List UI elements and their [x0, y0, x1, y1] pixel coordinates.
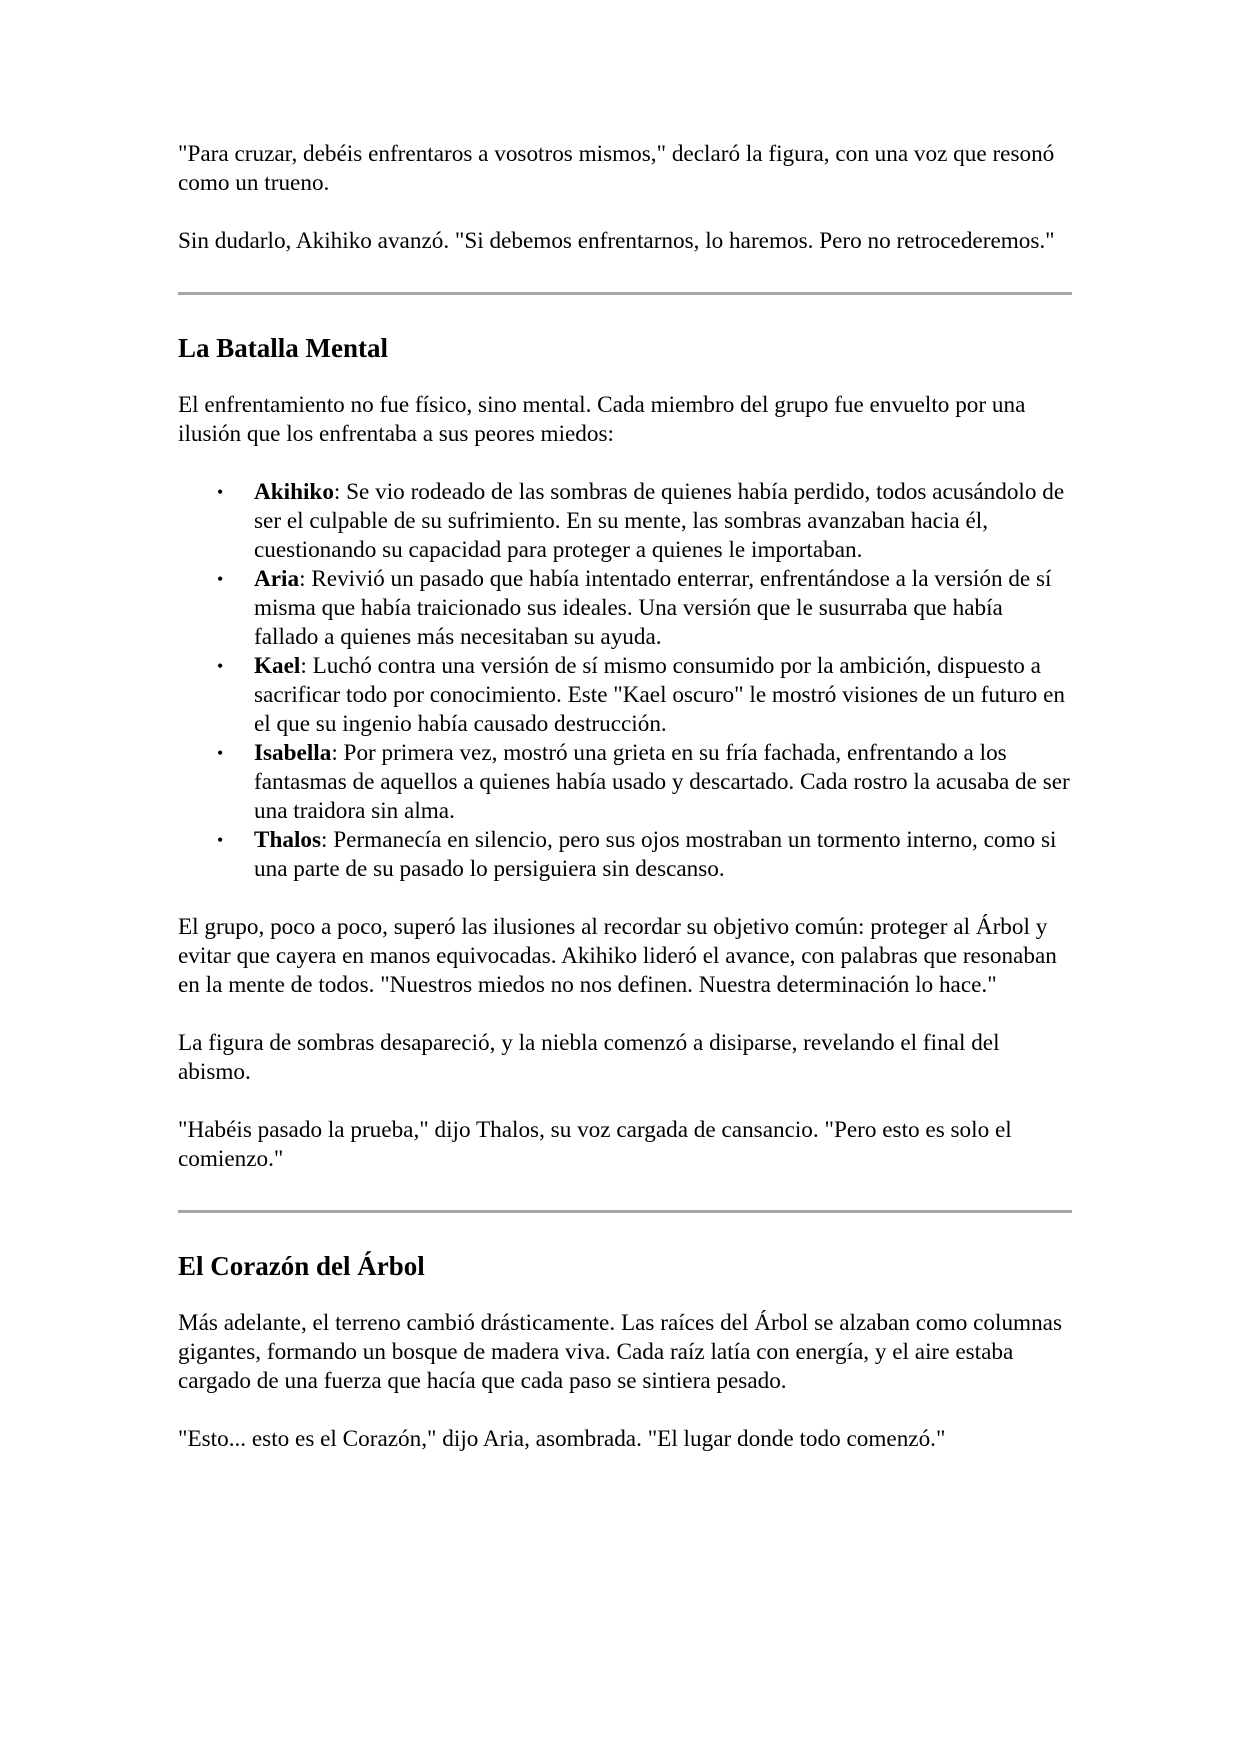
fears-list: [178, 478, 1072, 884]
paragraph: La figura de sombras desapareció, y la niebla comenzó a disiparse, revelando el final del abismo.: [178, 1030, 1000, 1085]
character-name: Aria: [254, 566, 300, 592]
bullet-icon: •: [217, 482, 224, 502]
character-name: Isabella: [254, 740, 332, 766]
list-item-text: : Luchó contra una versión de sí mismo consumido por la ambición, dispuesto a sacrificar todo por conocimiento. Este "Kael oscuro" le mostró visiones de un futuro en el que su ingenio había causado destrucción.: [254, 653, 1065, 737]
bullet-icon: •: [217, 656, 224, 676]
list-item-text: : Por primera vez, mostró una grieta en su fría fachada, enfrentando a los fantasmas de aquellos a quienes había usado y descartado. Cada rostro la acusaba de ser una traidora sin alma.: [254, 740, 1070, 824]
list-item: [217, 652, 1072, 739]
bullet-icon: •: [217, 743, 224, 763]
list-item: [217, 826, 1072, 884]
section-divider: [178, 292, 1072, 295]
paragraph: "Esto... esto es el Corazón," dijo Aria, asombrada. "El lugar donde todo comenzó.": [178, 1426, 946, 1452]
section-heading: La Batalla Mental: [178, 333, 388, 363]
paragraph: El enfrentamiento no fue físico, sino mental. Cada miembro del grupo fue envuelto por una ilusión que los enfrentaba a sus peores miedos:: [178, 392, 1026, 447]
list-item-text: : Permanecía en silencio, pero sus ojos mostraban un tormento interno, como si una parte de su pasado lo persiguiera sin descanso.: [254, 827, 1057, 882]
paragraph: Más adelante, el terreno cambió drásticamente. Las raíces del Árbol se alzaban como columnas gigantes, formando un bosque de madera viva. Cada raíz latía con energía, y el aire estaba cargado de una fuerza que hacía que cada paso se sintiera pesado.: [178, 1310, 1062, 1394]
paragraph: Sin dudarlo, Akihiko avanzó. "Si debemos enfrentarnos, lo haremos. Pero no retrocederemos.": [178, 228, 1055, 254]
character-name: Kael: [254, 653, 301, 679]
list-item-text: : Revivió un pasado que había intentado enterrar, enfrentándose a la versión de sí misma que había traicionado sus ideales. Una versión que le susurraba que había fallado a quienes más necesitaban su ayuda.: [254, 566, 1052, 650]
character-name: Thalos: [254, 827, 322, 853]
bullet-icon: •: [217, 830, 224, 850]
list-item: [217, 478, 1072, 565]
list-item-text: : Se vio rodeado de las sombras de quienes había perdido, todos acusándolo de ser el culpable de su sufrimiento. En su mente, las sombras avanzaban hacia él, cuestionando su capacidad para proteger a quienes le importaban.: [254, 479, 1065, 563]
list-item: [217, 565, 1072, 652]
paragraph: "Para cruzar, debéis enfrentaros a vosotros mismos," declaró la figura, con una voz que resonó como un trueno.: [178, 141, 1055, 196]
paragraph: El grupo, poco a poco, superó las ilusiones al recordar su objetivo común: proteger al Árbol y evitar que cayera en manos equivocadas. Akihiko lideró el avance, con palabras que resonaban en la mente de todos. "Nuestros miedos no nos definen. Nuestra determinación lo hace.": [178, 914, 1057, 998]
character-name: Akihiko: [254, 479, 334, 505]
paragraph: "Habéis pasado la prueba," dijo Thalos, su voz cargada de cansancio. "Pero esto es solo el comienzo.": [178, 1117, 1012, 1172]
bullet-icon: •: [217, 569, 224, 589]
list-item: [217, 739, 1072, 826]
section-divider: [178, 1210, 1072, 1213]
document-page: [178, 140, 1072, 1483]
section-heading: El Corazón del Árbol: [178, 1251, 425, 1281]
